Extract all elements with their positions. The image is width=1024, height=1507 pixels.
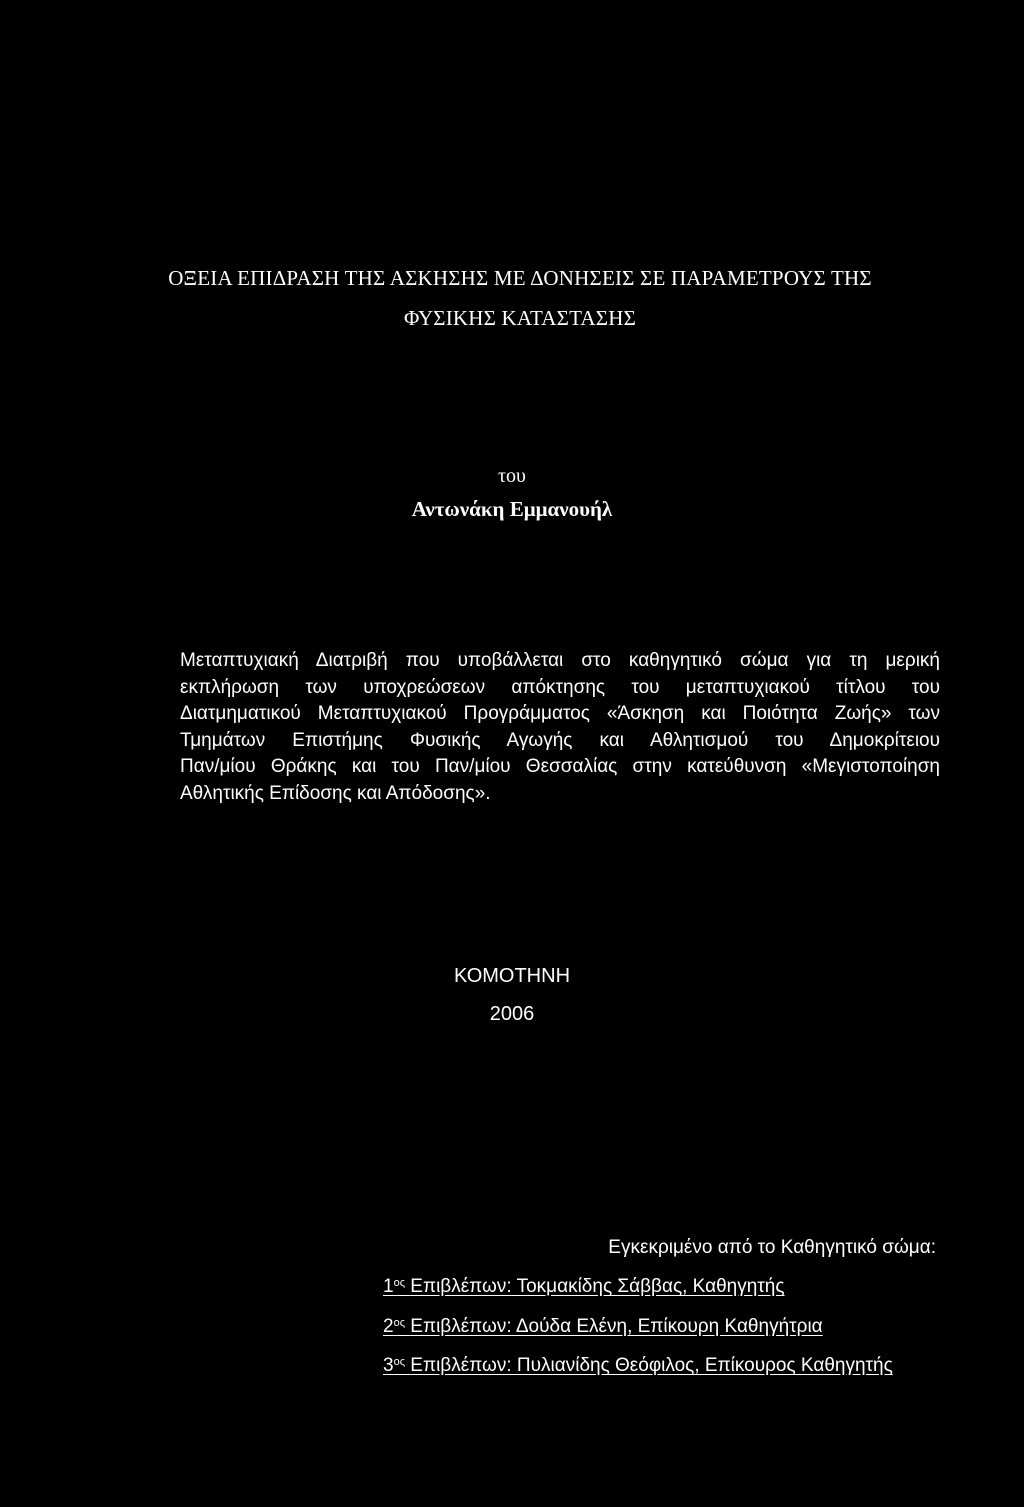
supervisor-2 [383,1316,823,1338]
supervisor-ordinal-suffix: ος [393,1317,405,1329]
description-line: Διατμηματικού Μεταπτυχιακού Προγράμματος «Άσκηση και Ποιότητα Ζωής» των [180,703,940,725]
supervisor-text: Επιβλέπων: Τοκμακίδης Σάββας, Καθηγητής [410,1276,785,1297]
city-name: ΚΟΜΟΤΗΝΗ [453,965,571,987]
thesis-description [180,648,940,808]
thesis-title-line-2: ΦΥΣΙΚΗΣ ΚΑΤΑΣΤΑΣΗΣ [403,306,637,330]
author-name: Αντωνάκη Εμμανουήλ [411,497,613,521]
supervisor-3 [383,1355,893,1377]
supervisor-text: Επιβλέπων: Δούδα Ελένη, Επίκουρη Καθηγήτρια [410,1316,823,1337]
supervisor-ordinal-suffix: ος [393,1356,405,1368]
supervisor-number: 1 [383,1276,394,1297]
supervisor-number: 2 [383,1316,394,1337]
publication-year: 2006 [489,1003,535,1025]
supervisor-1 [383,1276,785,1298]
description-line: εκπλήρωση των υποχρεώσεων απόκτησης του μεταπτυχιακού τίτλου του [180,676,940,698]
description-line: Τμημάτων Επιστήμης Φυσικής Αγωγής και Αθλητισμού του Δημοκρίτειου [180,729,940,751]
thesis-title-line-1: ΟΞΕΙΑ ΕΠΙΔΡΑΣΗ ΤΗΣ ΑΣΚΗΣΗΣ ΜΕ ΔΟΝΗΣΕΙΣ ΣΕ ΠΑΡΑΜΕΤΡΟΥΣ ΤΗΣ [168,266,872,290]
supervisor-number: 3 [383,1355,394,1376]
by-label: του [498,465,526,487]
thesis-title [120,258,920,338]
description-line: Αθλητικής Επίδοσης και Απόδοσης». [180,782,491,804]
supervisor-text: Επιβλέπων: Πυλιανίδης Θεόφιλος, Επίκουρος Καθηγητής [410,1355,893,1376]
supervisor-ordinal-suffix: ος [393,1277,405,1289]
description-line: Παν/μίου Θράκης και του Παν/μίου Θεσσαλίας στην κατεύθυνση «Μεγιστοποίηση [180,756,940,778]
approval-heading: Εγκεκριμένο από το Καθηγητικό σώμα: [608,1237,936,1258]
description-line: Μεταπτυχιακή Διατριβή που υποβάλλεται στο καθηγητικό σώμα για τη μερική [180,650,940,671]
